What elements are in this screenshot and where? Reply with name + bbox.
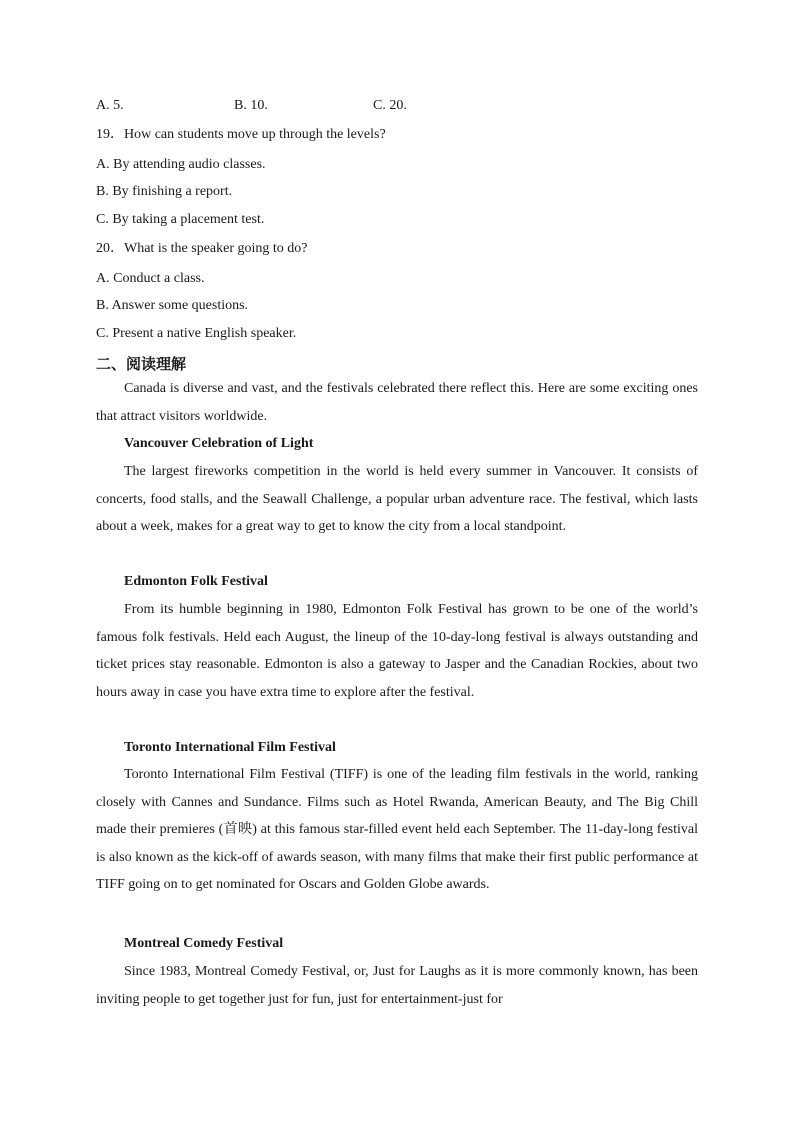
section-heading: 二、阅读理解 bbox=[96, 357, 187, 373]
festival-title-montreal: Montreal Comedy Festival bbox=[124, 936, 284, 951]
q18-option-c: C. 20. bbox=[373, 98, 407, 113]
festival-title-vancouver: Vancouver Celebration of Light bbox=[124, 436, 314, 451]
q19-option-a: A. By attending audio classes. bbox=[96, 157, 266, 172]
festival-text-edmonton: From its humble beginning in 1980, Edmonton Folk Festival has grown to be one of the world’s famous folk festivals. Held each August, the lineup of the 10-day-long festival is always outstanding and ticket prices stay reasonable. Edmonton is also a gateway to Jasper and the Canadian Rockies, about two hours away in case you have extra time to explore after the festival. bbox=[96, 602, 698, 700]
q19-option-b: B. By finishing a report. bbox=[96, 184, 233, 199]
festival-text-toronto: Toronto International Film Festival (TIFF) is one of the leading film festivals in the world, ranking closely with Cannes and Sundance. Films such as Hotel Rwanda, American Beauty, and The Big Chill made their premieres (首映) at this famous star-filled event held each September. The 11-day-long festival is also known as the kick-off of awards season, with many films that make their first public performance at TIFF going on to get nominated for Oscars and Golden Globe awards. bbox=[96, 767, 698, 893]
q20-option-c: C. Present a native English speaker. bbox=[96, 326, 297, 341]
q19-question: 19．How can students move up through the levels? bbox=[96, 127, 386, 142]
q19-option-c: C. By taking a placement test. bbox=[96, 212, 265, 227]
intro-paragraph: Canada is diverse and vast, and the festivals celebrated there reflect this. Here are some exciting ones that attract visitors worldwide. bbox=[96, 381, 698, 424]
q18-option-a: A. 5. bbox=[96, 98, 124, 113]
festival-text-montreal: Since 1983, Montreal Comedy Festival, or, Just for Laughs as it is more commonly known, has been inviting people to get together just for fun, just for entertainment-just for bbox=[96, 964, 698, 1007]
q20-question: 20．What is the speaker going to do? bbox=[96, 241, 308, 256]
festival-title-toronto: Toronto International Film Festival bbox=[124, 740, 336, 755]
q20-option-a: A. Conduct a class. bbox=[96, 271, 205, 286]
festival-title-edmonton: Edmonton Folk Festival bbox=[124, 574, 268, 589]
q20-option-b: B. Answer some questions. bbox=[96, 298, 249, 313]
festival-text-vancouver: The largest fireworks competition in the world is held every summer in Vancouver. It consists of concerts, food stalls, and the Seawall Challenge, a popular urban adventure race. The festival, which lasts about a week, makes for a great way to get to know the city from a local standpoint. bbox=[96, 464, 698, 535]
q18-option-b: B. 10. bbox=[234, 98, 268, 113]
